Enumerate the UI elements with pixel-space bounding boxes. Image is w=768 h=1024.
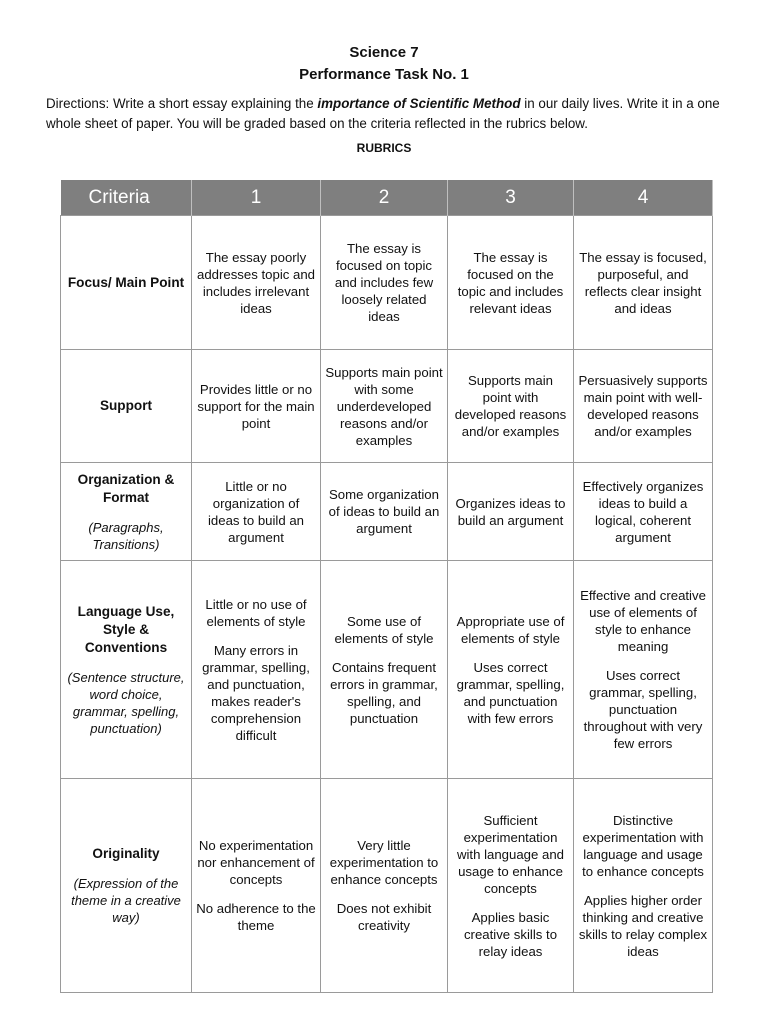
rubric-cell: The essay is focused on the topic and includes relevant ideas — [448, 216, 574, 350]
criterion-name: Support — [99, 398, 153, 413]
rubric-cell: The essay poorly addresses topic and includes irrelevant ideas — [192, 216, 321, 350]
criterion-cell — [61, 216, 192, 350]
header-criteria: Criteria — [61, 180, 192, 216]
rubric-cell: Organizes ideas to build an argument — [448, 463, 574, 561]
rubric-cell: Effectively organizes ideas to build a logical, coherent argument — [574, 463, 713, 561]
rubric-cell: The essay is focused, purposeful, and reflects clear insight and ideas — [574, 216, 713, 350]
cell-text: Uses correct grammar, spelling, and punctuation with few errors — [456, 659, 565, 726]
criterion-note: (Paragraphs, Transitions) — [88, 519, 164, 552]
rubric-row-support — [61, 350, 713, 463]
rubric-cell: Provides little or no support for the main point — [192, 350, 321, 463]
criterion-cell — [61, 350, 192, 463]
rubric-cell: Little or no organization of ideas to build an argument — [192, 463, 321, 561]
cell-text: Contains frequent errors in grammar, spelling, and punctuation — [330, 659, 438, 726]
rubric-header-row — [61, 180, 713, 216]
criterion-cell — [61, 561, 192, 779]
criterion-cell — [61, 463, 192, 561]
cell-text: Sufficient experimentation with language and usage to enhance concepts — [456, 812, 565, 896]
cell-text: Appropriate use of elements of style — [456, 613, 565, 646]
cell-text: Distinctive experimentation with language and usage to enhance concepts — [582, 812, 704, 879]
cell-text: Little or no use of elements of style — [205, 596, 307, 629]
cell-text: Very little experimentation to enhance concepts — [329, 838, 439, 887]
directions-text-before: Directions: Write a short essay explaining the — [46, 96, 318, 111]
page-title: Science 7 — [349, 44, 419, 61]
rubric-cell: Persuasively supports main point with well-developed reasons and/or examples — [574, 350, 713, 463]
cell-text: Many errors in grammar, spelling, and punctuation, makes reader's comprehension difficult — [202, 642, 310, 743]
criterion-name: Originality — [92, 846, 160, 861]
directions-text-after: in our daily lives. Write it in a one whole sheet of paper. You will be graded based on the criteria reflected in the rubrics below. — [46, 96, 720, 131]
rubric-cell — [321, 779, 448, 993]
rubric-cell: Some organization of ideas to build an argument — [321, 463, 448, 561]
criterion-name: Focus/ Main Point — [67, 274, 185, 290]
criterion-name: Organization & Format — [77, 471, 175, 505]
cell-text: Applies higher order thinking and creative skills to relay complex ideas — [578, 892, 708, 959]
directions-emphasis: importance of Scientific Method — [317, 96, 521, 111]
page-subtitle: Performance Task No. 1 — [299, 66, 469, 83]
rubric-cell: Supports main point with developed reasons and/or examples — [448, 350, 574, 463]
cell-text: No adherence to the theme — [196, 901, 316, 933]
rubric-table — [60, 180, 713, 993]
rubric-cell: Supports main point with some underdeveloped reasons and/or examples — [321, 350, 448, 463]
rubric-row-organization — [61, 463, 713, 561]
rubric-cell: The essay is focused on topic and includes few loosely related ideas — [321, 216, 448, 350]
header-score-4: 4 — [574, 180, 713, 216]
cell-text: No experimentation nor enhancement of concepts — [197, 838, 315, 887]
rubric-row-originality — [61, 779, 713, 993]
rubric-cell — [574, 561, 713, 779]
criterion-cell — [61, 779, 192, 993]
cell-text: Does not exhibit creativity — [336, 901, 432, 933]
rubric-cell — [448, 779, 574, 993]
rubric-cell — [192, 779, 321, 993]
rubric-row-focus — [61, 216, 713, 350]
header-score-3: 3 — [448, 180, 574, 216]
criterion-name: Language Use, Style & Conventions — [77, 603, 175, 655]
criterion-note: (Expression of the theme in a creative way) — [71, 876, 181, 925]
cell-text: Some use of elements of style — [334, 613, 434, 646]
header-score-1: 1 — [192, 180, 321, 216]
cell-text: Effective and creative use of elements of style to enhance meaning — [580, 588, 706, 654]
rubric-cell — [192, 561, 321, 779]
rubric-cell — [321, 561, 448, 779]
rubric-row-language — [61, 561, 713, 779]
rubrics-heading: RUBRICS — [356, 141, 412, 155]
cell-text: Uses correct grammar, spelling, punctuation throughout with very few errors — [583, 668, 703, 751]
rubric-cell — [448, 561, 574, 779]
header-score-2: 2 — [321, 180, 448, 216]
rubric-cell — [574, 779, 713, 993]
directions-paragraph — [46, 94, 736, 134]
criterion-note: (Sentence structure, word choice, grammar, spelling, punctuation) — [67, 669, 185, 736]
cell-text: Applies basic creative skills to relay ideas — [463, 909, 558, 959]
